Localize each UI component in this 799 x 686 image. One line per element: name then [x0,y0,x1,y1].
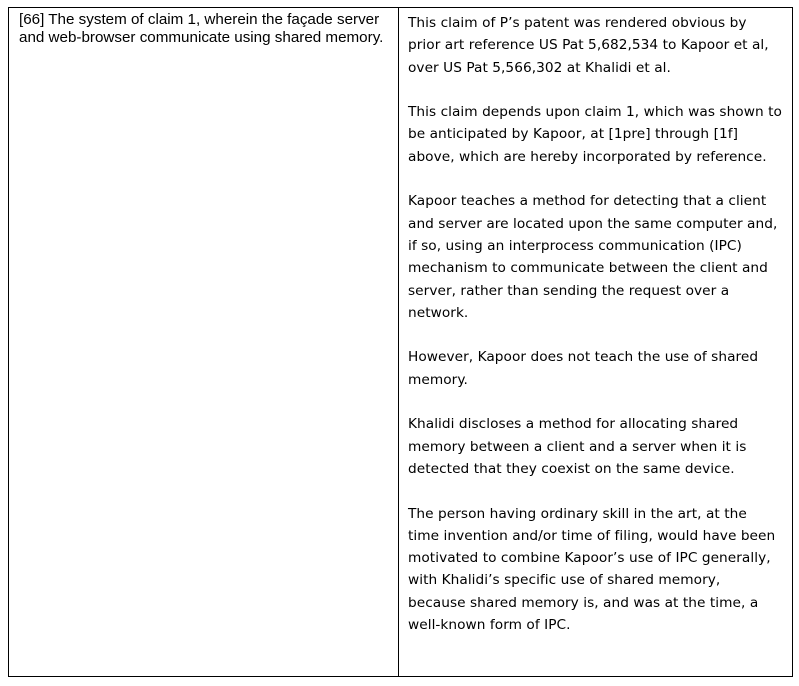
analysis-paragraph-kapoor-gap: However, Kapoor does not teach the use of shared memory. [408,349,759,388]
analysis-paragraph-obviousness: This claim of P’s patent was rendered obvious by prior art reference US Pat 5,682,534 to Kapoor et al, over US Pat 5,566,302 at Khalidi et al. [408,15,769,76]
analysis-paragraph-khalidi-disclosure: Khalidi discloses a method for allocating shared memory between a client and a server when it is detected that they coexist on the same device. [408,416,747,477]
analysis-paragraph-dependency: This claim depends upon claim 1, which was shown to be anticipated by Kapoor, at [1pre] through [1f] above, which are hereby incorporated by reference. [408,104,782,165]
analysis-paragraph-motivation: The person having ordinary skill in the art, at the time invention and/or time of filing, would have been motivated to combine Kapoor’s use of IPC generally, with Khalidi’s specific use of shared memory, because shared memory is, and was at the time, a well-known form of IPC. [408,505,776,634]
analysis-paragraph-kapoor-teaching: Kapoor teaches a method for detecting that a client and server are located upon the same computer and, if so, using an interprocess communication (IPC) mechanism to communicate between the client and server, rather than sending the request over a network. [408,193,778,321]
claim-text: [66] The system of claim 1, wherein the façade server and web-browser communicate using shared memory. [19,11,384,46]
claim-chart-row [9,8,793,677]
analysis-cell [399,8,793,677]
analysis-content [399,8,792,636]
claim-cell [9,8,399,677]
claim-chart-table [8,7,793,677]
